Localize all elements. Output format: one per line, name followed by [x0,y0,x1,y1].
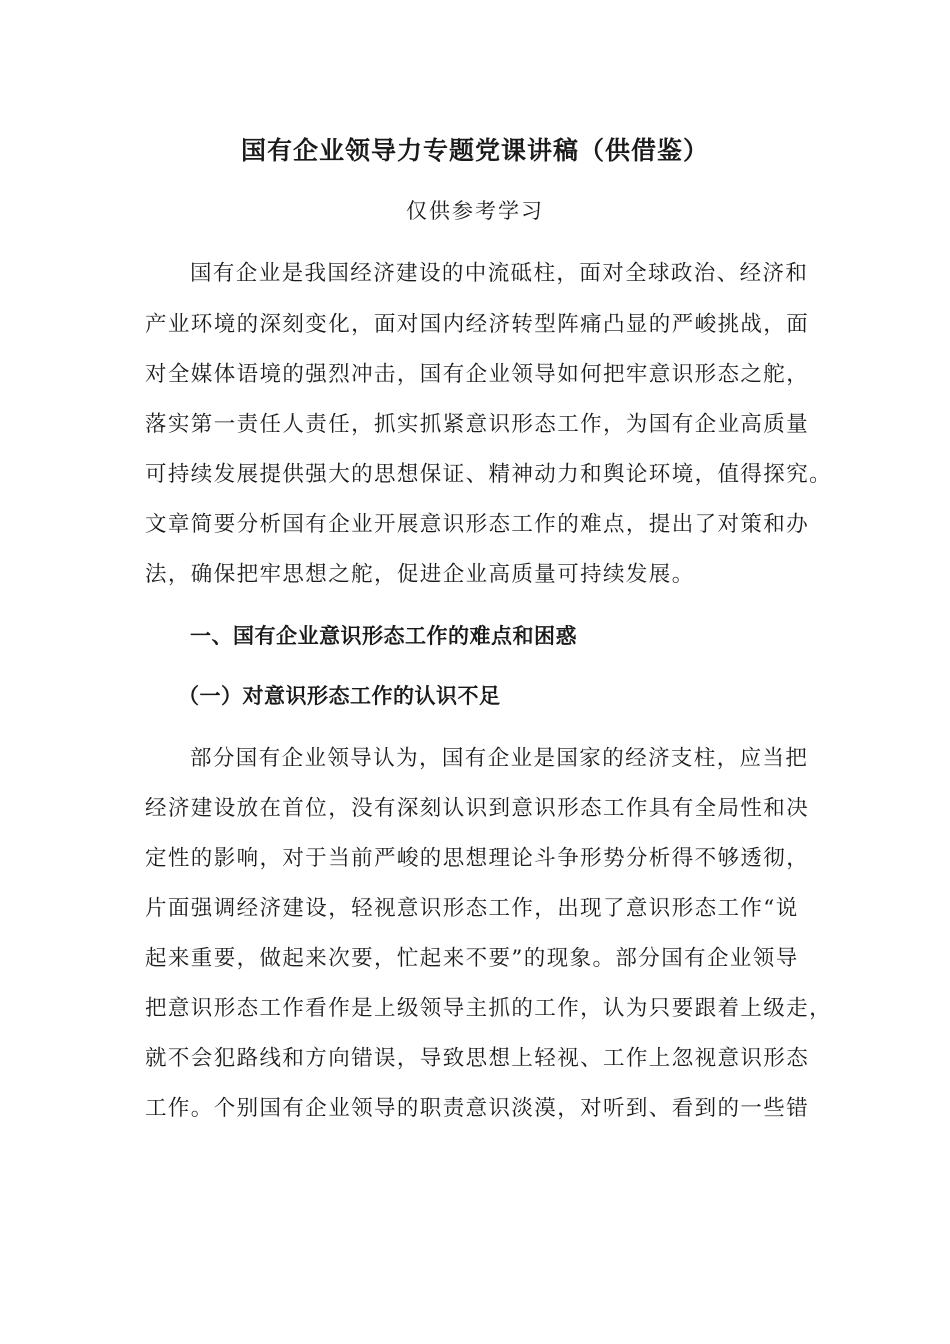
paragraph-2-line: 把意识形态工作看作是上级领导主抓的工作，认为只要跟着上级走， [145,996,833,1021]
paragraph-2-line: 起来重要，做起来次要，忙起来不要”的现象。部分国有企业领导 [145,946,799,971]
paragraph-2-line: 片面强调经济建设，轻视意识形态工作，出现了意识形态工作“说 [145,896,799,921]
paragraph-2-line: 部分国有企业领导认为，国有企业是国家的经济支柱，应当把 [190,746,809,771]
section-heading: 一、国有企业意识形态工作的难点和困惑 [190,624,577,648]
paragraph-1-line: 可持续发展提供强大的思想保证、精神动力和舆论环境，值得探究。 [145,462,833,487]
paragraph-1-line: 落实第一责任人责任，抓实抓紧意识形态工作，为国有企业高质量 [145,412,810,437]
subsection-heading: （一）对意识形态工作的认识不足 [178,684,501,708]
paragraph-2-line: 工作。个别国有企业领导的职责意识淡漠，对听到、看到的一些错 [145,1096,810,1121]
paragraph-2-line: 定性的影响，对于当前严峻的思想理论斗争形势分析得不够透彻， [145,846,810,871]
paragraph-1-line: 国有企业是我国经济建设的中流砥柱，面对全球政治、经济和 [190,261,809,286]
paragraph-2-line: 就不会犯路线和方向错误，导致思想上轻视、工作上忽视意识形态 [145,1046,810,1071]
document-title: 国有企业领导力专题党课讲稿（供借鉴） [240,136,709,165]
paragraph-1-line: 对全媒体语境的强烈冲击，国有企业领导如何把牢意识形态之舵， [145,362,810,387]
paragraph-1-line: 法，确保把牢思想之舵，促进企业高质量可持续发展。 [145,562,695,587]
paragraph-1-line: 文章简要分析国有企业开展意识形态工作的难点，提出了对策和办 [145,512,810,537]
paragraph-2-line: 经济建设放在首位，没有深刻认识到意识形态工作具有全局性和决 [145,796,810,821]
document-subtitle: 仅供参考学习 [406,199,544,223]
paragraph-1-line: 产业环境的深刻变化，面对国内经济转型阵痛凸显的严峻挑战，面 [145,312,810,337]
